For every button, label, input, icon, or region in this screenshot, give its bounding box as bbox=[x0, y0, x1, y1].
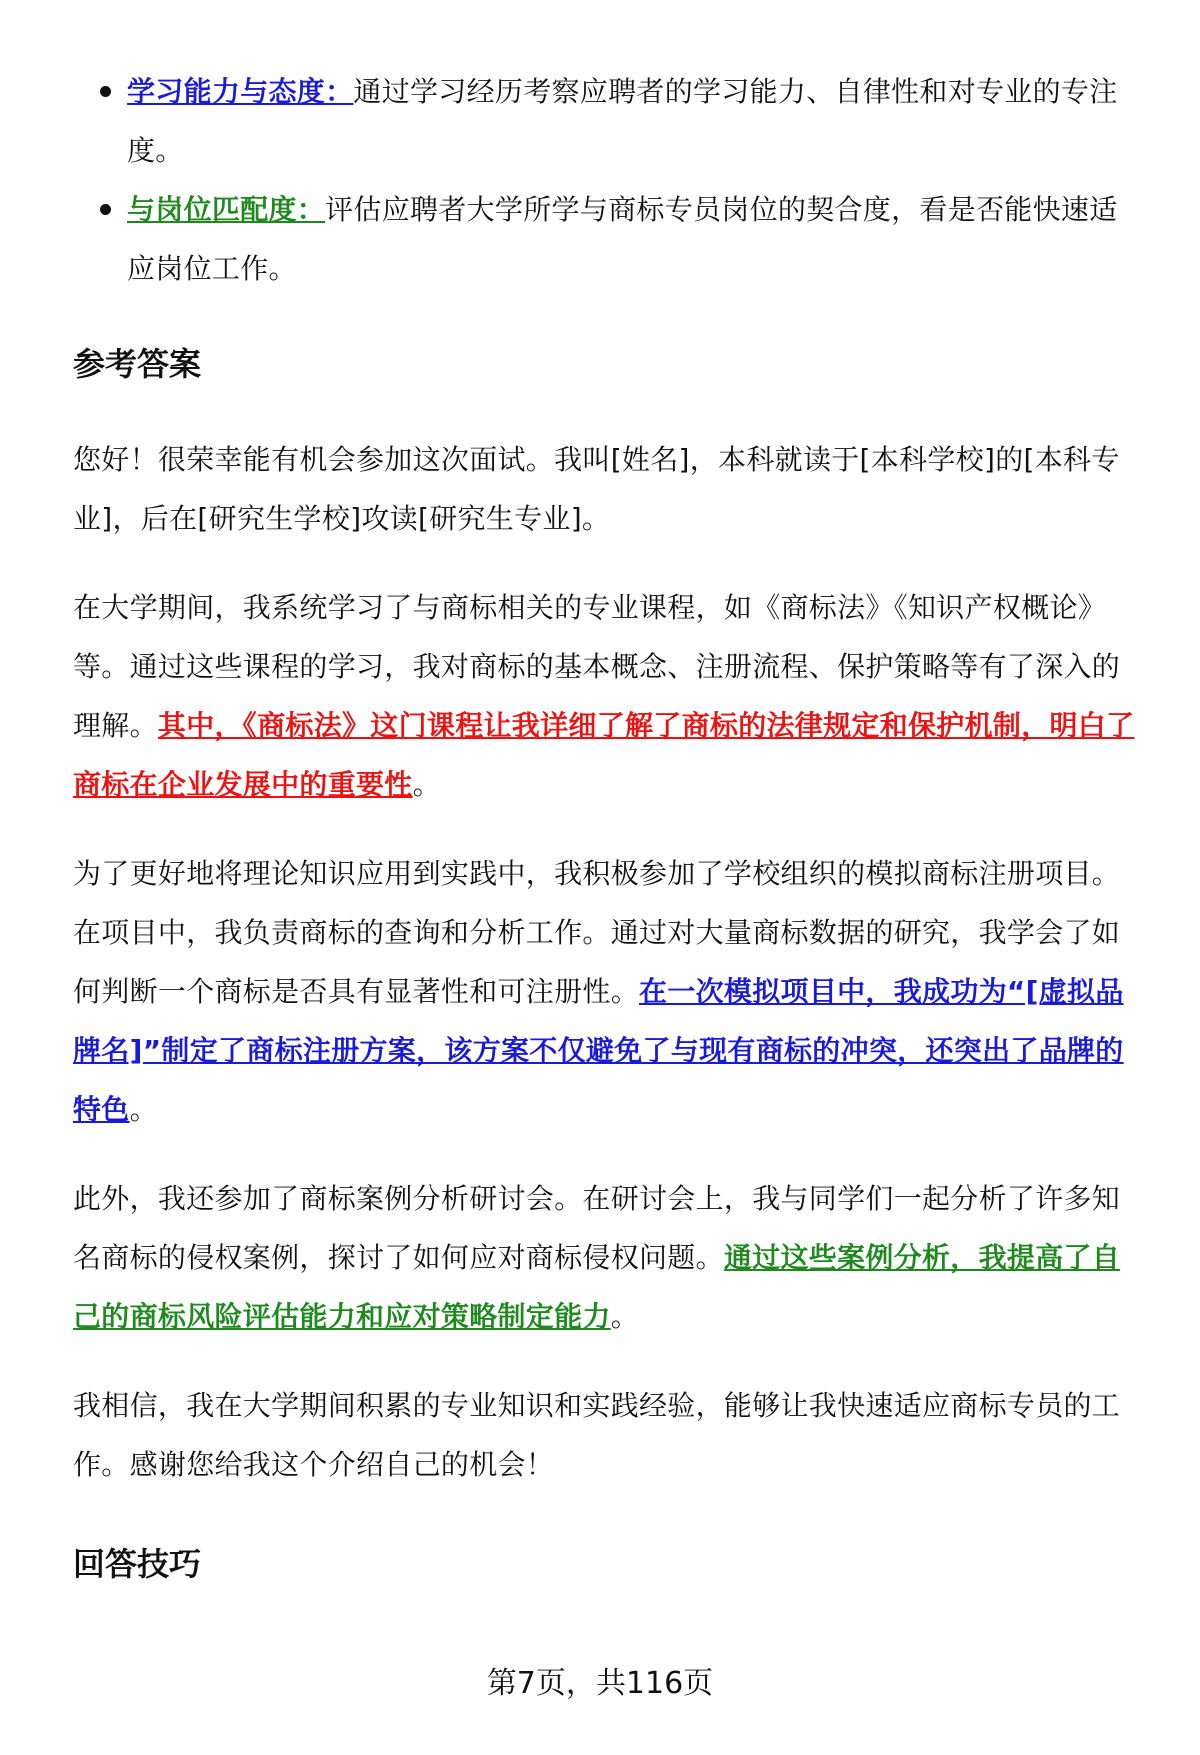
paragraph-text: 此外，我还参加了商标案例分析研讨会。在研讨会上，我与同学们一起分析了许多知名商标的侵权案例，探讨了如何应对商标侵权问题。 bbox=[73, 1182, 1121, 1274]
list-item bbox=[127, 180, 1137, 298]
paragraph: 您好！很荣幸能有机会参加这次面试。我叫[姓名]，本科就读于[本科学校]的[本科专业]，后在[研究生学校]攻读[研究生专业]。 bbox=[73, 443, 1120, 535]
paragraph-end: 。 bbox=[129, 1093, 158, 1126]
paragraph-text: 在大学期间，我系统学习了与商标相关的专业课程，如《商标法》《知识产权概论》等。通过这些课程的学习，我对商标的基本概念、注册流程、保护策略等有了深入的理解。 bbox=[73, 591, 1121, 742]
section-heading-reference-answer: 参考答案 bbox=[73, 345, 202, 383]
criterion-label: 与岗位匹配度： bbox=[127, 193, 326, 226]
criterion-text: 评估应聘者大学所学与商标专员岗位的契合度，看是否能快速适应岗位工作。 bbox=[127, 193, 1118, 285]
paragraph bbox=[73, 578, 1137, 814]
criteria-list bbox=[73, 62, 1137, 298]
criterion-text: 通过学习经历考察应聘者的学习能力、自律性和对专业的专注度。 bbox=[127, 75, 1118, 167]
paragraph-end: 。 bbox=[412, 768, 441, 801]
paragraph bbox=[73, 1169, 1137, 1346]
section-heading-answer-tips: 回答技巧 bbox=[73, 1545, 202, 1583]
criterion-label: 学习能力与态度： bbox=[127, 75, 354, 108]
list-item bbox=[127, 62, 1137, 180]
highlight-text: 在一次模拟项目中，我成功为“[虚拟品牌名]”制定了商标注册方案，该方案不仅避免了与现有商标的冲突，还突出了品牌的特色 bbox=[73, 975, 1124, 1126]
paragraph: 我相信，我在大学期间积累的专业知识和实践经验，能够让我快速适应商标专员的工作。感谢您给我这个介绍自己的机会！ bbox=[73, 1389, 1121, 1481]
page-number: 第7页，共116页 bbox=[486, 1666, 714, 1701]
highlight-text: 通过这些案例分析，我提高了自己的商标风险评估能力和应对策略制定能力 bbox=[73, 1241, 1121, 1333]
highlight-text: 其中，《商标法》这门课程让我详细了解了商标的法律规定和保护机制，明白了商标在企业发展中的重要性 bbox=[73, 709, 1135, 801]
paragraph-end: 。 bbox=[610, 1300, 640, 1333]
paragraph bbox=[73, 844, 1137, 1139]
paragraph-text: 为了更好地将理论知识应用到实践中，我积极参加了学校组织的模拟商标注册项目。在项目中，我负责商标的查询和分析工作。通过对大量商标数据的研究，我学会了如何判断一个商标是否具有显著性和可注册性。 bbox=[73, 857, 1121, 1008]
